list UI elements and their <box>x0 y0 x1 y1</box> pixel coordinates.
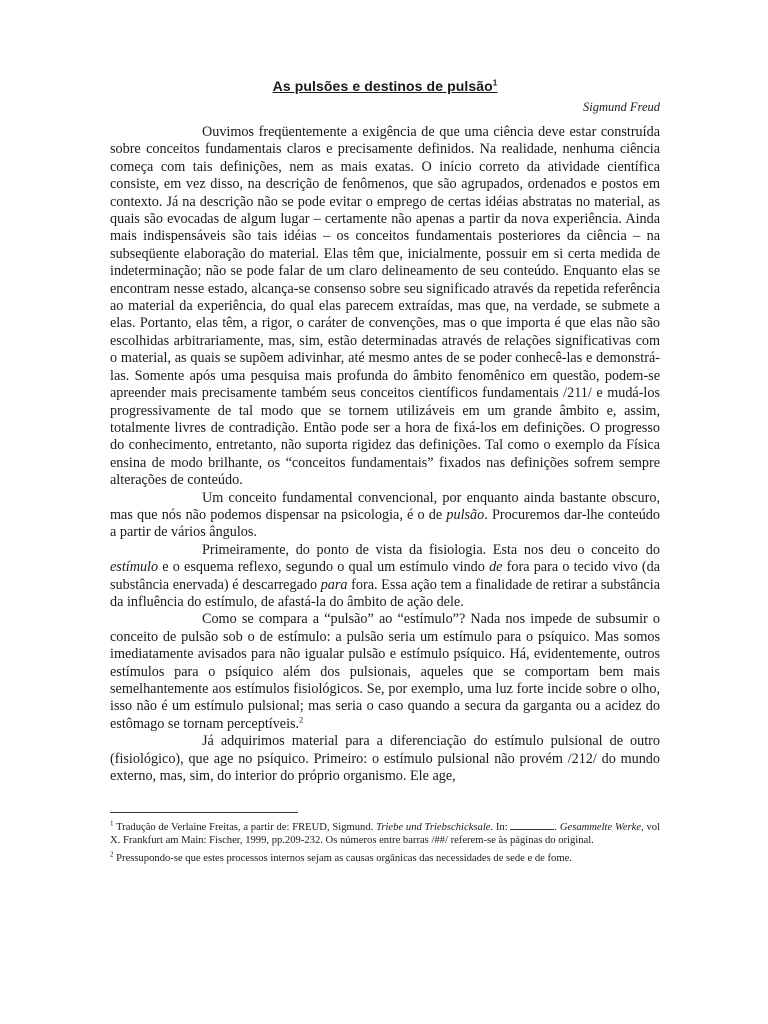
body-paragraph <box>110 542 660 612</box>
body-paragraph <box>110 490 660 542</box>
text-run: . In: <box>490 822 511 834</box>
footnote-marker[interactable]: 2 <box>299 715 304 725</box>
title-footnote-marker[interactable]: 1 <box>492 78 498 88</box>
body-text <box>110 124 660 785</box>
text-run: e o esquema reflexo, segundo o qual um estímulo vindo <box>158 559 490 576</box>
footnote <box>110 820 660 847</box>
footnote-number: 1 <box>110 819 114 828</box>
text-run: Como se compara a “pulsão” ao “estímulo”? Nada nos impede de subsumir o conceito de pulsão sob o de estímulo: a pulsão seria um estímulo para o psíquico. Mas somos imediatamente avisados para não igualar pulsão e estímulo psíquico. Há, evidentemente, outros estímulos para o psíquico além dos pulsionais, aqueles que se comportam bem mais semelhantemente aos estímulos fisiológicos. Se, por exemplo, uma luz forte incide sobre o olho, isso não é um estímulo pulsional; mas seria o caso quando a secura da garganta ou a acidez do estômago se tornam perceptíveis. <box>110 611 660 732</box>
title-text: As pulsões e destinos de pulsão <box>272 78 493 94</box>
text-run: Ouvimos freqüentemente a exigência de que uma ciência deve estar construída sobre conceitos fundamentais claros e precisamente definidos. Na realidade, nenhuma ciência começa com tais definições, nem as mais exatas. O início correto da atividade científica consiste, em vez disso, na descrição de fenômenos, que são agrupados, ordenados e postos em contexto. Já na descrição não se pode evitar o emprego de certas idéias abstratas no material, as quais são evocadas de algum lugar – certamente não apenas a partir da nova experiência. Ainda mais indispensáveis são tais idéias – os conceitos fundamentais posteriores da ciência – na subseqüente elaboração do material. Elas têm que, inicialmente, possuir em si certa medida de indeterminação; não se pode falar de um claro delineamento de seu conteúdo. Enquanto elas se encontram nesse estado, alcança-se consenso sobre seu significado através da repetida referência ao material da experiência, do qual elas parecem extraídas, mas que, na verdade, se submete a elas. Portanto, elas têm, a rigor, o caráter de convenções, mas o que importa é que elas não são escolhidas arbitrariamente, mas, sim, estão determinadas através de relações significativas com o material, as quais se supõem adivinhar, até mesmo antes de se poder conhecê-las e demonstrá-las. Somente após uma pesquisa mais profunda do âmbito fenomênico em questão, podem-se apreender mais precisamente também seus conceitos científicos fundamentais /211/ e mudá-los progressivamente de tal modo que se tornem utilizáveis em um grande âmbito e, assim, totalmente livres de contradição. Então pode ser a hora de fixá-los em definições. O progresso do conhecimento, entretanto, não suporta rigidez das definições. Tal como o exemplo da Física ensina de modo brilhante, os “conceitos fundamentais” fixados nas definições sofrem sempre alterações de conteúdo. <box>110 124 660 489</box>
italic-term: Gesammelte Werke <box>559 822 642 834</box>
text-run: Pressupondo-se que estes processos internos sejam as causas orgânicas das necessidades de sede e de fome. <box>113 852 572 864</box>
italic-term: pulsão <box>446 506 485 523</box>
italic-term: Triebe und Triebschicksale <box>376 822 491 834</box>
body-paragraph <box>110 124 660 490</box>
text-run: fora para o tecido vivo (da substância enervada) é descarregado <box>110 559 660 593</box>
body-paragraph <box>110 611 660 733</box>
footnote-separator <box>110 812 298 813</box>
italic-term: estímulo <box>110 559 159 576</box>
blank-underline <box>510 820 554 830</box>
italic-term: para <box>320 576 348 593</box>
text-run: , vol X. Frankfurt am Main: Fischer, 1999, pp.209-232. Os números entre barras /##/ referem-se às páginas do original. <box>110 822 661 847</box>
text-run: Tradução de Verlaine Freitas, a partir de: FREUD, Sigmund. <box>113 822 377 834</box>
text-run: . Procuremos dar-lhe conteúdo a partir de vários ângulos. <box>110 506 660 541</box>
footnote <box>110 850 660 866</box>
document-page <box>110 78 660 870</box>
text-run: Primeiramente, do ponto de vista da fisiologia. Esta nos deu o conceito do <box>202 541 660 558</box>
text-run: Um conceito fundamental convencional, por enquanto ainda bastante obscuro, mas que nós não podemos dispensar na psicologia, é o de <box>110 489 660 523</box>
text-run: Já adquirimos material para a diferenciação do estímulo pulsional de outro (fisiológico), que age no psíquico. Primeiro: o estímulo pulsional não provém /212/ do mundo externo, mas, sim, do interior do próprio organismo. Ele age, <box>110 733 660 785</box>
footnote-number: 2 <box>110 850 114 859</box>
body-paragraph <box>110 733 660 785</box>
text-run: fora. Essa ação tem a finalidade de retirar a substância da influência do estímulo, de afastá-la do âmbito de ação dele. <box>110 576 660 610</box>
text-run: . <box>554 822 560 834</box>
italic-term: de <box>489 559 503 576</box>
author-name: Sigmund Freud <box>583 100 660 114</box>
document-title <box>110 78 660 94</box>
footnotes <box>110 820 660 865</box>
